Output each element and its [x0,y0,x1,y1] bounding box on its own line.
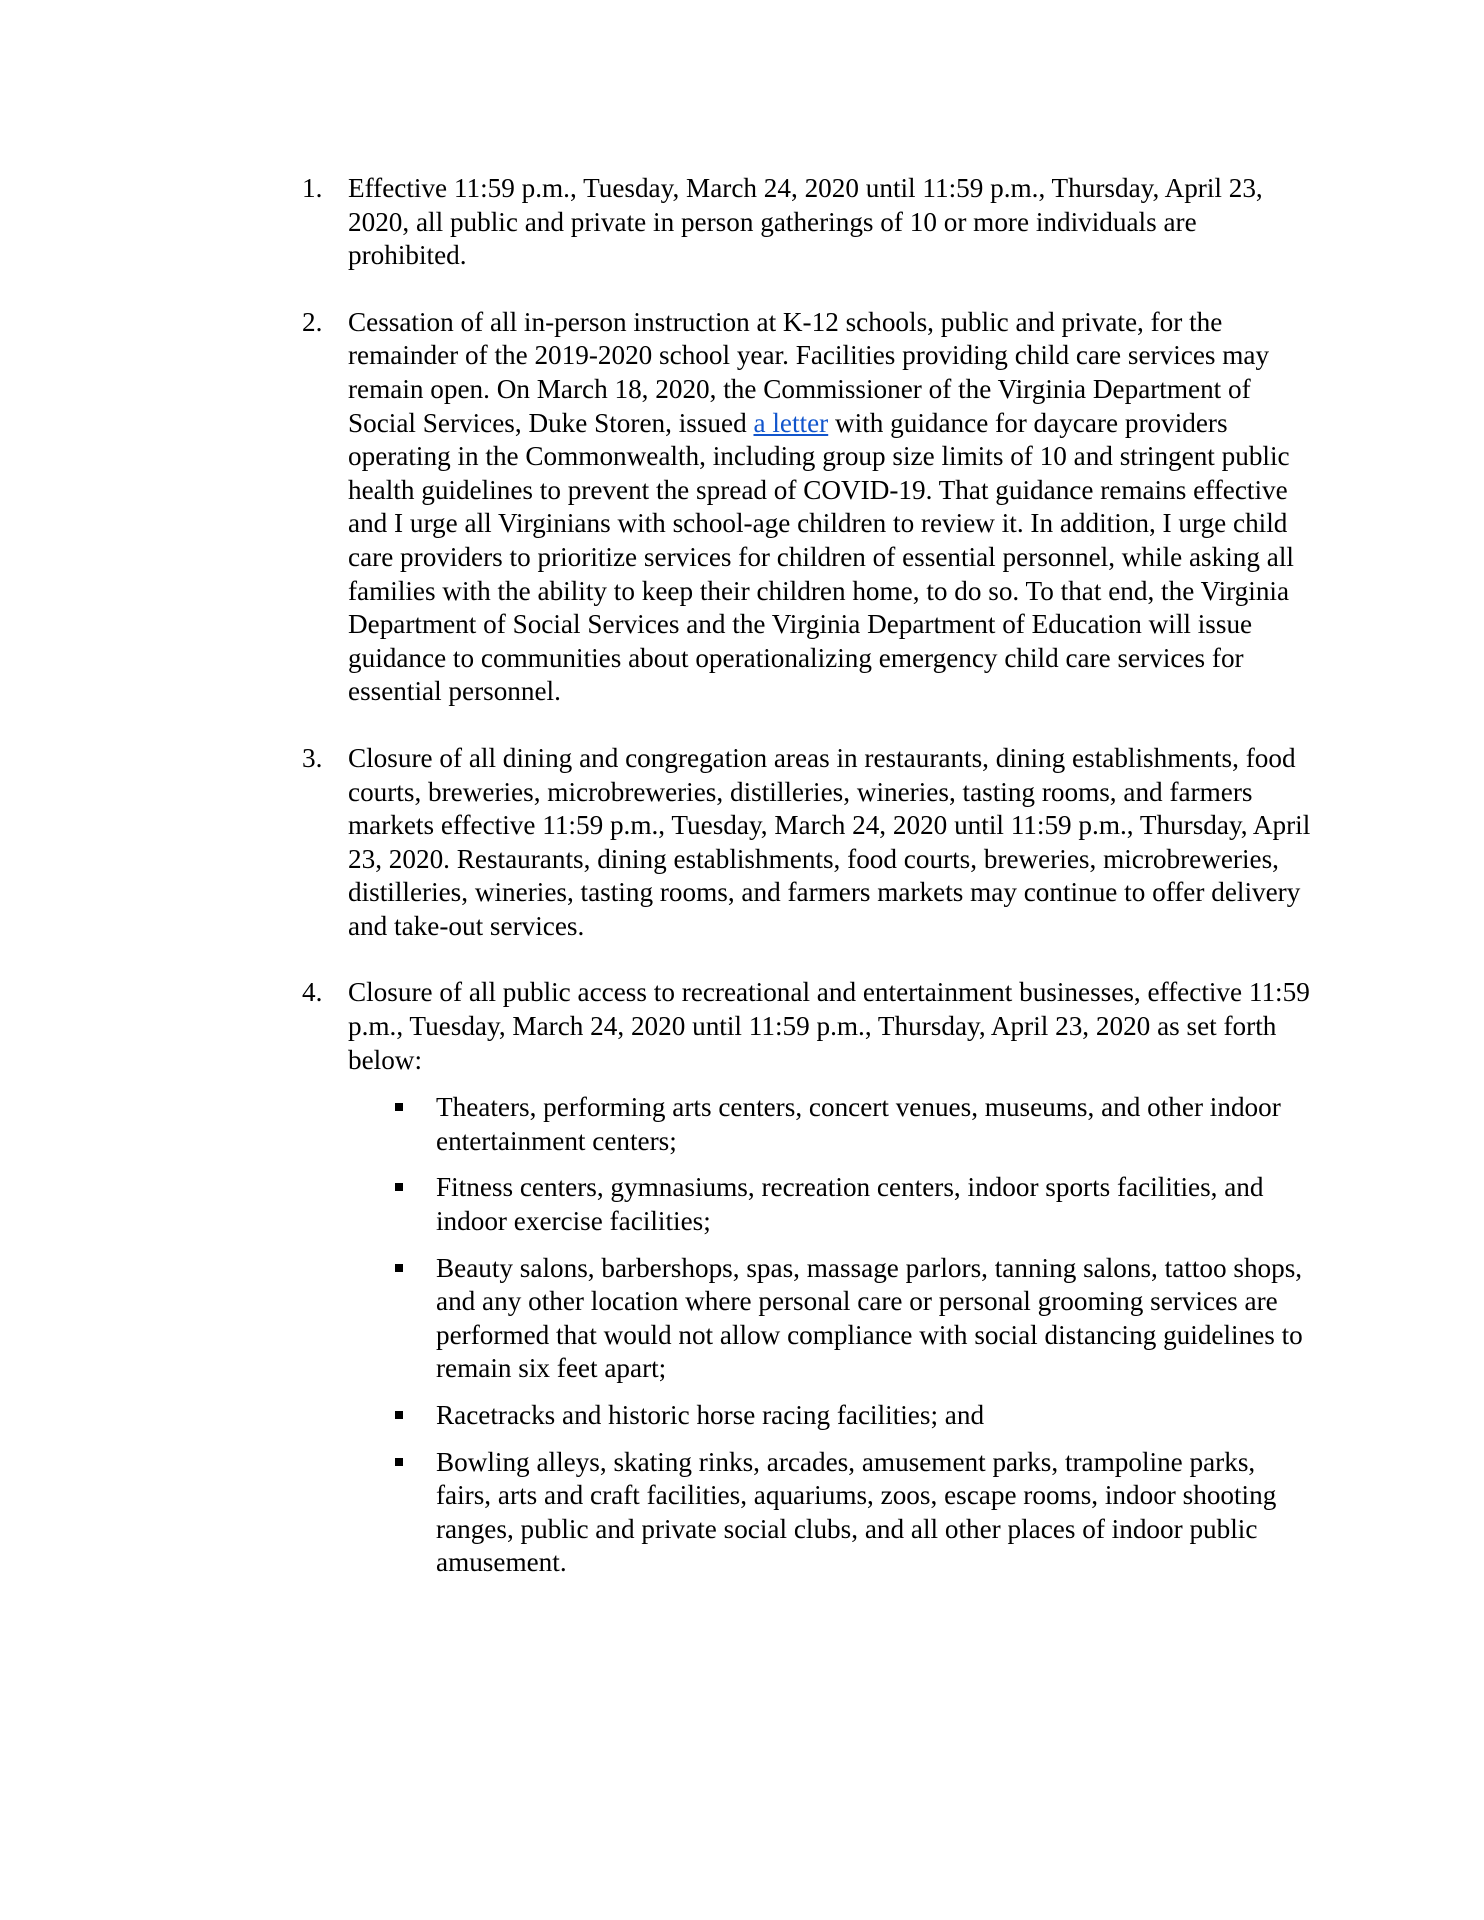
numbered-list [302,172,1312,1613]
item-text: Closure of all dining and congregation areas in restaurants, dining establishments, food courts, breweries, microbreweries, distilleries, wineries, tasting rooms, and farmers markets effective 11:59 p.m., Tuesday, March 24, 2020 until 11:59 p.m., Thursday, April 23, 2020. Restaurants, dining establishments, food courts, breweries, microbreweries, distilleries, wineries, tasting rooms, and farmers markets may continue to offer delivery and take-out services. [348,742,1311,941]
bullet-text: Fitness centers, gymnasiums, recreation centers, indoor sports facilities, and indoor exercise facilities; [436,1172,1264,1237]
square-bullet-icon [395,1411,403,1419]
square-bullet-icon [395,1103,403,1111]
item-text-before-link: Cessation of all in-person instruction at K-12 schools, public and private, for the remainder of the 2019-2020 school year. Facilities providing child care services may remain open. On March 18, 2020, the Commissioner of the Virginia Department of Social Services, Duke Storen, issued [348,306,1270,438]
bullet-item [348,1252,1312,1386]
item-number: 4. [302,977,323,1008]
square-bullet-icon [395,1183,403,1191]
square-bullet-icon [395,1458,403,1466]
bullet-item [348,1171,1312,1238]
item-text-after-link: with guidance for daycare providers operating in the Commonwealth, including group size limits of 10 and stringent public health guidelines to prevent the spread of COVID-19. That guidance remains effective and I urge all Virginians with school-age children to review it. In addition, I urge child care providers to prioritize services for children of essential personnel, while asking all families with the ability to keep their children home, to do so. To that end, the Virginia Department of Social Services and the Virginia Department of Education will issue guidance to communities about operationalizing emergency child care services for essential personnel. [348,407,1294,707]
list-item-2 [302,306,1312,709]
bullet-text: Beauty salons, barbershops, spas, massage parlors, tanning salons, tattoo shops, and any other location where personal care or personal grooming services are performed that would not allow compliance with social distancing guidelines to remain six feet apart; [436,1252,1303,1384]
bullet-item [348,1399,1312,1433]
item-number: 2. [302,306,323,337]
bullet-item [348,1091,1312,1158]
item-text: Effective 11:59 p.m., Tuesday, March 24, 2020 until 11:59 p.m., Thursday, April 23, 2020, all public and private in person gatherings of 10 or more individuals are prohibited. [348,173,1263,271]
list-item-4 [302,976,1312,1580]
item-text: Closure of all public access to recreational and entertainment businesses, effective 11:59 p.m., Tuesday, March 24, 2020 until 11:59 p.m., Thursday, April 23, 2020 as set forth below: [348,977,1310,1075]
list-item-3 [302,742,1312,944]
list-item-1 [302,172,1312,273]
square-bullet-icon [395,1264,403,1272]
bullet-text: Bowling alleys, skating rinks, arcades, amusement parks, trampoline parks, fairs, arts and craft facilities, aquariums, zoos, escape rooms, indoor shooting ranges, public and private social clubs, and all other places of indoor public amusement. [436,1446,1277,1578]
bullet-text: Theaters, performing arts centers, concert venues, museums, and other indoor entertainment centers; [436,1092,1281,1156]
bullet-list [348,1091,1312,1580]
bullet-item [348,1446,1312,1580]
letter-link[interactable]: a letter [753,407,829,438]
item-number: 3. [302,742,323,773]
item-number: 1. [302,173,323,203]
item-text [348,306,1312,709]
bullet-text: Racetracks and historic horse racing facilities; and [436,1400,985,1430]
